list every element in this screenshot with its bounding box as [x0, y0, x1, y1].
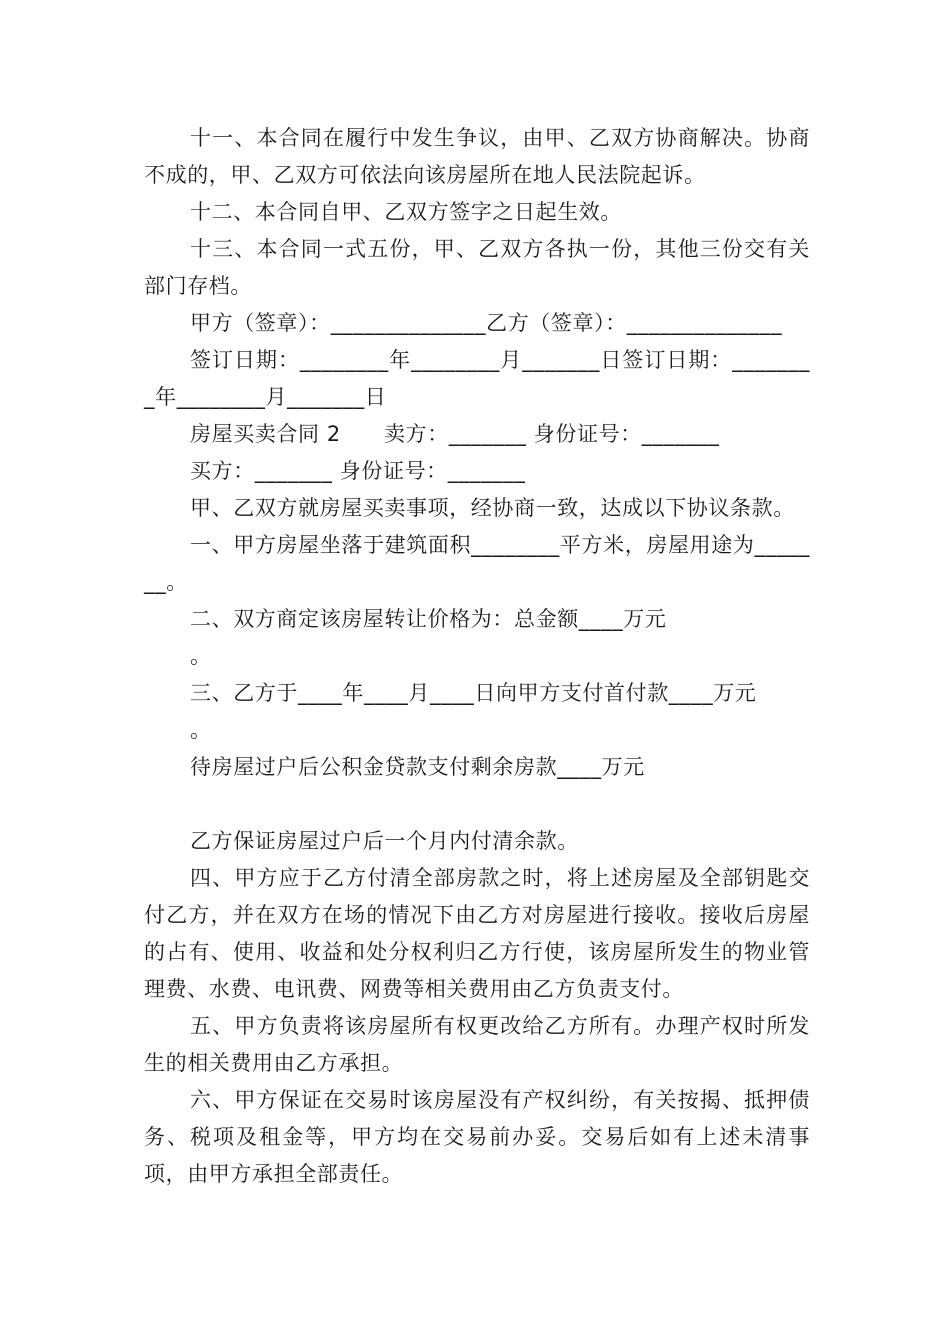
clause-2: 二、双方商定该房屋转让价格为：总金额____万元: [190, 607, 667, 631]
agreement-intro: 甲、乙双方就房屋买卖事项，经协商一致，达成以下协议条款。: [190, 496, 795, 520]
clause-3-end: 。: [190, 718, 212, 742]
contract-2-seller-line: 房屋买卖合同 2 卖方：_______ 身份证号：_______: [190, 422, 720, 446]
clause-3: 三、乙方于____年____月____日向甲方支付首付款____万元: [190, 681, 757, 705]
clause-12: 十二、本合同自甲、乙双方签字之日起生效。: [190, 200, 622, 224]
signature-line: 甲方（签章）：______________乙方（签章）：______________: [190, 311, 783, 335]
clause-11: 十一、本合同在履行中发生争议，由甲、乙双方协商解决。协商不成的，甲、乙双方可依法向该房屋所在地人民法院起诉。: [144, 126, 810, 187]
buyer-line: 买方：_______ 身份证号：_______: [190, 459, 526, 483]
document-body: [144, 120, 810, 1193]
clause-13: 十三、本合同一式五份，甲、乙双方各执一份，其他三份交有关部门存档。: [144, 237, 810, 298]
signing-date-line: 签订日期：________年________月_______日签订日期：________年________月_______日: [144, 348, 810, 409]
clause-1: 一、甲方房屋坐落于建筑面积________平方米，房屋用途为_______。: [144, 533, 810, 594]
clause-6: 六、甲方保证在交易时该房屋没有产权纠纷，有关按揭、抵押债务、税项及租金等，甲方均在交易前办妥。交易后如有上述未清事项，由甲方承担全部责任。: [144, 1088, 810, 1186]
balance-guarantee: 乙方保证房屋过户后一个月内付清余款。: [190, 829, 579, 853]
blank-line: [144, 786, 810, 823]
clause-5: 五、甲方负责将该房屋所有权更改给乙方所有。办理产权时所发生的相关费用由乙方承担。: [144, 1014, 810, 1075]
clause-4: 四、甲方应于乙方付清全部房款之时，将上述房屋及全部钥匙交付乙方，并在双方在场的情况下由乙方对房屋进行接收。接收后房屋的占有、使用、收益和处分权利归乙方行使，该房屋所发生的物业管理费、水费、电讯费、网费等相关费用由乙方负责支付。: [144, 866, 810, 1001]
loan-payment-line: 待房屋过户后公积金贷款支付剩余房款____万元: [190, 755, 645, 779]
clause-2-end: 。: [190, 644, 212, 668]
